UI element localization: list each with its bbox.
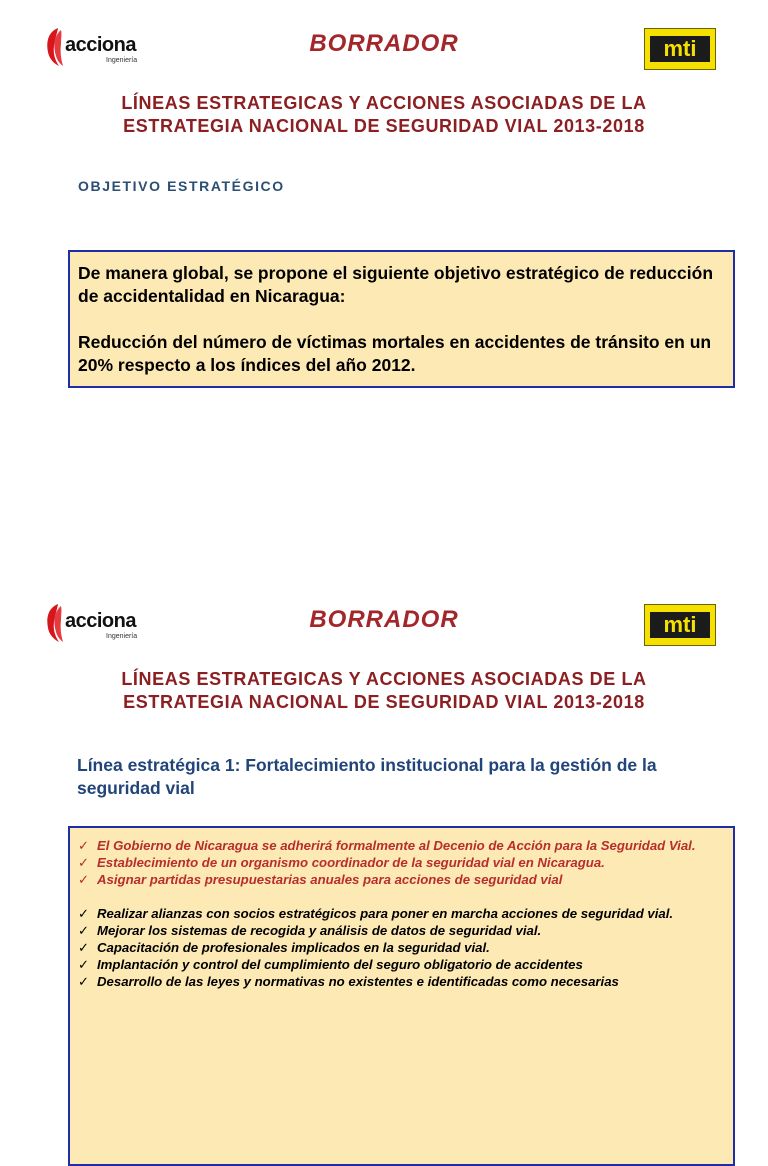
list-item: ✓ Capacitación de profesionales implicados en la seguridad vial. [78,940,490,955]
list-item: ✓ El Gobierno de Nicaragua se adherirá formalmente al Decenio de Acción para la Seguridad Vial. [78,838,696,853]
objective-paragraph-2: Reducción del número de víctimas mortales en accidentes de tránsito en un 20% respecto a los índices del año 2012. [78,332,712,375]
slide-2 [0,576,768,1152]
check-icon: ✓ [78,838,90,853]
check-icon: ✓ [78,923,90,938]
list-item: ✓ Realizar alianzas con socios estratégicos para poner en marcha acciones de seguridad vial. [78,906,674,921]
draft-label: BORRADOR [309,606,459,633]
slide-title-line-1: LÍNEAS ESTRATEGICAS Y ACCIONES ASOCIADAS DE LA [121,93,647,113]
mti-logo-inner [650,36,710,62]
acciona-subtitle: Ingeniería [106,633,138,640]
mti-logo [644,28,716,70]
list-item: ✓ Desarrollo de las leyes y normativas no existentes e identificadas como necesarias [78,974,619,989]
check-icon: ✓ [78,940,90,955]
objective-paragraph-1: De manera global, se propone el siguiente objetivo estratégico de reducción de accidentalidad en Nicaragua: [78,263,714,306]
mti-logo [644,604,716,646]
acciona-subtitle: Ingeniería [106,57,138,64]
section-heading: OBJETIVO ESTRATÉGICO [78,178,285,194]
mti-logo-inner [650,612,710,638]
check-icon: ✓ [78,957,90,972]
slide-title [40,668,728,714]
check-icon: ✓ [78,974,90,989]
list-item: ✓ Implantación y control del cumplimiento del seguro obligatorio de accidentes [78,957,583,972]
list-item: ✓ Establecimiento de un organismo coordinador de la seguridad vial en Nicaragua. [78,855,605,870]
slide-title-line-1: LÍNEAS ESTRATEGICAS Y ACCIONES ASOCIADAS DE LA [121,669,647,689]
red-action-list [78,837,725,888]
actions-box [68,826,735,1166]
slide-title [40,92,728,138]
draft-label: BORRADOR [309,30,459,57]
check-icon: ✓ [78,906,90,921]
objective-box [68,250,735,388]
acciona-wordmark: acciona [65,34,136,56]
slide-1 [0,0,768,576]
check-icon: ✓ [78,855,90,870]
list-item: ✓ Mejorar los sistemas de recogida y análisis de datos de seguridad vial. [78,923,542,938]
mti-wordmark: mti [663,612,697,637]
mti-wordmark: mti [663,36,697,61]
check-icon: ✓ [78,872,90,887]
strategic-line-heading: Línea estratégica 1: Fortalecimiento institucional para la gestión de la seguridad vial [77,755,657,798]
acciona-wordmark: acciona [65,610,136,632]
black-action-list [78,905,725,990]
list-item: ✓ Asignar partidas presupuestarias anuales para acciones de seguridad vial [78,872,563,887]
slide-title-line-2: ESTRATEGIA NACIONAL DE SEGURIDAD VIAL 2013-2018 [123,116,645,136]
slide-title-line-2: ESTRATEGIA NACIONAL DE SEGURIDAD VIAL 2013-2018 [123,692,645,712]
